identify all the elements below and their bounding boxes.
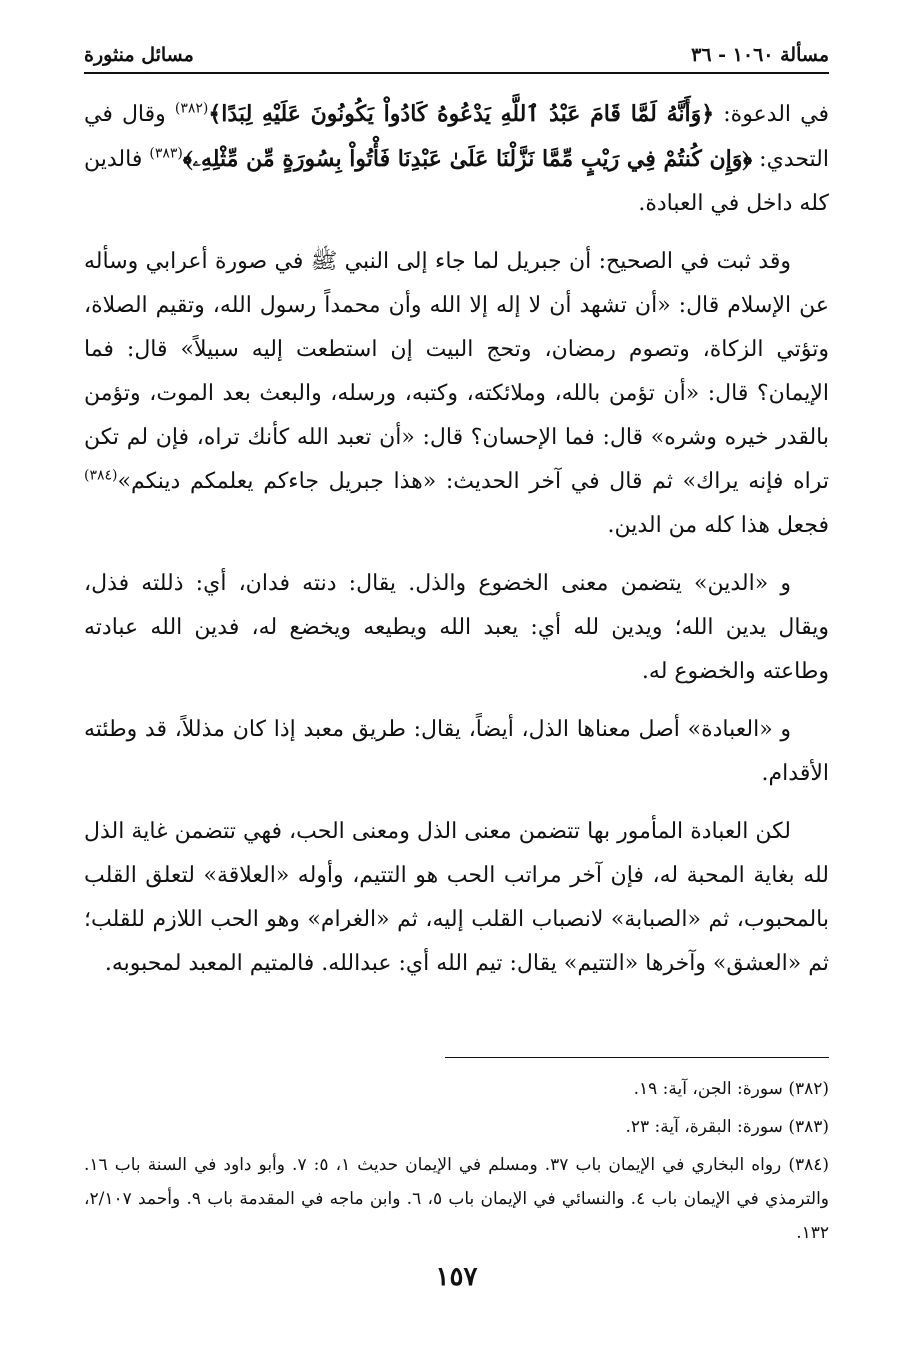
paragraph-3: و «الدين» يتضمن معنى الخضوع والذل. يقال: دنته فدان، أي: ذللته فذل، ويقال يدين الله؛ ويدين لله أي: يعبد الله ويطيعه ويخضع له، فدين الله عبادته وطاعته والخضوع له. [84,571,829,684]
header-issue-label: مسألة ١٠٦٠ - ٣٦ [691,44,829,66]
paragraph-1 [84,92,829,226]
header-section-title: مسائل منثورة [84,44,194,66]
paragraph-1-text-c: فالدين كله داخل في العبادة. [84,147,829,216]
running-header [84,36,829,66]
paragraph-4: و «العبادة» أصل معناها الذل، أيضاً، يقال: طريق معبد إذا كان مذللاً، قد وطئته الأقدام. [84,717,829,786]
footnote-ref-383: (٣٨٣) [149,145,183,162]
quran-verse-2: ﴿وَإِن كُنتُمْ فِي رَيْبٍ مِّمَّا نَزَّلْنَا عَلَىٰ عَبْدِنَا فَأْتُواْ بِسُورَةٍ مِّن مِّثْلِهِۦ﴾ [182,146,753,172]
footnote-ref-384: (٣٨٤) [84,467,118,484]
paragraph-1-text-a: في الدعوة: [714,102,829,127]
paragraph-2 [84,240,829,548]
footnote-divider [445,1057,829,1058]
header-divider [84,72,829,74]
footnote-382: (٣٨٢) سورة: الجن، آية: ١٩. [633,1079,829,1099]
paragraph-5: لكن العبادة المأمور بها تتضمن معنى الذل ومعنى الحب، فهي تتضمن غاية الذل لله بغاية المحبة له، فإن آخر مراتب الحب هو التتيم، وأوله «العلاقة» لتعلق القلب بالمحبوب، ثم «الصبابة» لانصباب القلب إليه، ثم «الغرام» وهو الحب اللازم للقلب؛ ثم «العشق» وآخرها «التتيم» يقال: تيم الله أي: عبدالله. فالمتيم المعبد لمحبوبه. [84,819,829,976]
footnote-ref-382: (٣٨٢) [174,100,209,117]
paragraph-2-text-a: وقد ثبت في الصحيح: أن جبريل لما جاء إلى النبي ﷺ في صورة أعرابي وسأله عن الإسلام قال: «أن تشهد أن لا إله إلا الله وأن محمداً رسول الله، وتقيم الصلاة، وتؤتي الزكاة، وتصوم رمضان، وتحج البيت إن استطعت إليه سبيلاً» قال: فما الإيمان؟ قال: «أن تؤمن بالله، وملائكته، وكتبه، ورسله، والبعث بعد الموت، وتؤمن بالقدر خيره وشره» قال: فما الإحسان؟ قال: «أن تعبد الله كأنك تراه، فإن لم تكن تراه فإنه يراك» ثم قال في آخر الحديث: «هذا جبريل جاءكم يعلمكم دينكم» [84,249,829,494]
footnotes [84,1072,829,1254]
page-number: ١٥٧ [435,1262,478,1292]
footnote-384: (٣٨٤) رواه البخاري في الإيمان باب ٣٧. ومسلم في الإيمان حديث ١، ٥: ٧. وأبو داود في السنة باب ١٦. والترمذي في الإيمان باب ٤. والنسائي في الإيمان باب ٥، ٦. وابن ماجه في المقدمة باب ٩. وأحمد ٢/١٠٧، ١٣٢. [84,1155,830,1243]
paragraph-1-text-b: وقال في التحدي: [84,102,830,172]
paragraph-2-text-b: فجعل هذا كله من الدين. [607,513,829,538]
quran-verse-1: ﴿وَأَنَّهُ لَمَّا قَامَ عَبْدُ ٱللَّهِ يَدْعُوهُ كَادُواْ يَكُونُونَ عَلَيْهِ لِبَدًا﴾ [208,101,715,127]
footnote-383: (٣٨٣) سورة: البقرة، آية: ٢٣. [625,1117,829,1137]
main-text [84,92,829,1000]
